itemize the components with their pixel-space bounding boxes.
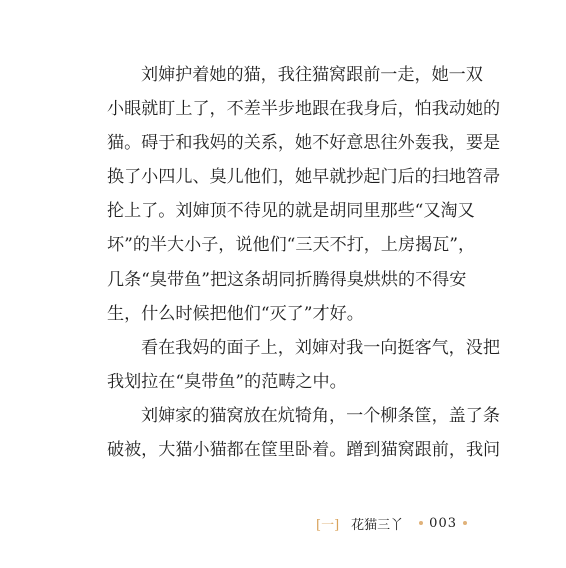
text-line: 小眼就盯上了，不差半步地跟在我身后，怕我动她的 xyxy=(107,99,501,120)
page-footer xyxy=(316,510,473,536)
chapter-marker: [一] xyxy=(316,517,340,533)
text-line: 猫。碍于和我妈的关系，她不好意思往外轰我，要是 xyxy=(107,133,501,154)
text-line: 几条“臭带鱼”把这条胡同折腾得臭烘烘的不得安 xyxy=(107,269,467,290)
separator-dot-icon xyxy=(419,521,423,525)
text-line: 我划拉在“臭带鱼”的范畴之中。 xyxy=(107,371,347,392)
body-text xyxy=(107,58,501,467)
text-line: 破被，大猫小猫都在筐里卧着。蹭到猫窝跟前，我问 xyxy=(107,440,501,461)
text-line: 抡上了。刘婶顶不待见的就是胡同里那些“又淘又 xyxy=(107,201,475,222)
text-line: 看在我妈的面子上，刘婶对我一向挺客气，没把 xyxy=(141,337,500,358)
text-line: 刘婶护着她的猫，我往猫窝跟前一走，她一双 xyxy=(141,65,483,85)
page-number: 003 xyxy=(429,515,457,531)
text-line: 坏”的半大小子，说他们“三天不打，上房揭瓦”， xyxy=(107,235,476,256)
text-line: 换了小四儿、臭儿他们，她早就抄起门后的扫地笤帚 xyxy=(107,167,501,188)
text-line: 生，什么时候把他们“灭了”才好。 xyxy=(107,303,364,324)
chapter-title: 花猫三丫 xyxy=(351,517,404,533)
text-line: 刘婶家的猫窝放在炕犄角，一个柳条筐，盖了条 xyxy=(141,405,500,426)
separator-dot-icon xyxy=(463,521,467,525)
